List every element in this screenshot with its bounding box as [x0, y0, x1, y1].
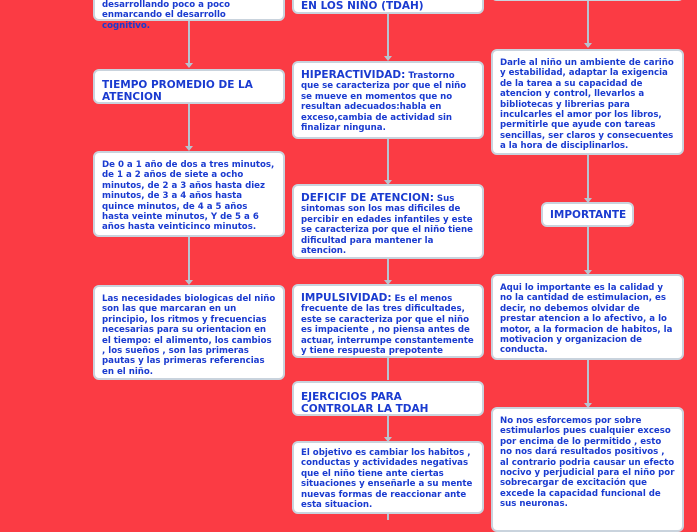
node-text: El objetivo es cambiar los habitos , conductas y actividades negativas que el niño tiene ante ciertas situaciones y enseñarle a su mente nuevas formas de reaccionar ante esta situacion.: [301, 448, 473, 511]
node-title: EN LOS NIÑO (TDAH): [301, 0, 424, 12]
connector-line: [188, 20, 190, 66]
connector-line: [387, 514, 389, 520]
node-ejercicios-title[interactable]: [292, 381, 484, 416]
node-importante-title[interactable]: [541, 202, 634, 227]
connector-line: [587, 360, 589, 406]
connector-arrow: [584, 43, 592, 48]
node-deficit-atencion[interactable]: [292, 184, 484, 259]
connector-line: [587, 155, 589, 201]
node-tdah-title[interactable]: [292, 0, 484, 14]
node-text: desarrollando poco a poco enmarcando el desarrollo cognitivo.: [102, 0, 231, 31]
node-title: IMPORTANTE: [550, 209, 627, 221]
node-top-right[interactable]: [491, 0, 684, 1]
node-hiperactividad[interactable]: [292, 61, 484, 139]
node-label: DEFICIF DE ATENCION:: [301, 192, 434, 204]
node-necesidades-biologicas[interactable]: [93, 285, 285, 380]
connector-arrow: [185, 63, 193, 68]
node-ejercicios-objetivo[interactable]: [292, 441, 484, 514]
connector-line: [188, 103, 190, 149]
node-ambiente-carino[interactable]: [491, 49, 684, 155]
node-text: No nos esforcemos por sobre estimularlos pues cualquier exceso por encima de lo permitido , esto no nos dará resultados positivos , al contrario podria causar un efecto nocivo y perjudicial para el niño por sobrecargar de excitación que excede la capacidad funcional de sus neuronas.: [500, 416, 675, 510]
node-label: IMPULSIVIDAD:: [301, 292, 392, 304]
node-text: Darle al niño un ambiente de cariño y estabilidad, adaptar la exigencia de la tarea a su capacidad de atencion y control, llevarlos a bibliotecas y librerias para inculcarles el amor por los libros, permitirle que ayude con tareas sencillas, ser claros y consecuentes a la hora de disciplinarlos.: [500, 58, 674, 152]
node-desarrollo-cognitivo[interactable]: [93, 0, 285, 31]
node-no-sobreestimular[interactable]: [491, 407, 684, 532]
connector-line: [387, 13, 389, 59]
connector-line: [387, 358, 389, 380]
node-calidad-estimulacion[interactable]: [491, 274, 684, 360]
node-text: Sus sintomas son los mas dificiles de percibir en edades infantiles y este se caracteriza por que el niño tiene dificultad para mantener la atencion.: [301, 194, 473, 257]
node-text: De 0 a 1 año de dos a tres minutos, de 1 a 2 años de siete a ocho minutos, de 2 a 3 años hasta diez minutos, de 3 a 4 años hasta quince minutos, de 4 a 5 años hasta veinte minutos, Y de 5 a 6 años hasta veinticinco minutos.: [102, 160, 275, 233]
connector-line: [387, 139, 389, 183]
node-title: EJERCICIOS PARA CONTROLAR LA TDAH: [301, 391, 429, 415]
node-title: TIEMPO PROMEDIO DE LA ATENCION: [102, 79, 253, 103]
node-text: Trastorno que se caracteriza por que el niño se mueve en momentos que no resultan adecuados:habla en exceso,cambia de actividad sin finalizar ninguna.: [301, 71, 467, 134]
connector-line: [587, 227, 589, 273]
connector-line: [587, 0, 589, 46]
node-text: Aqui lo importante es la calidad y no la cantidad de estimulacion, es decir, no debemos olvidar de prestar atencion a lo afectivo, a lo motor, a la formacion de habitos, la motivacion y organizacion de conducta.: [500, 283, 673, 356]
node-label: HIPERACTIVIDAD:: [301, 69, 406, 81]
node-tiempo-detalle[interactable]: [93, 151, 285, 237]
node-text: Es el menos frecuente de las tres dificultades, este se caracteriza por que el niño es impaciente , no piensa antes de actuar, interrumpe constantemente y tiene respuesta prepotente: [301, 294, 474, 357]
node-tiempo-promedio[interactable]: [93, 69, 285, 104]
node-impulsividad[interactable]: [292, 284, 484, 358]
connector-line: [188, 237, 190, 283]
node-text: Las necesidades biologicas del niño son las que marcaran en un principio, los ritmos y frecuencias necesarias para su orientacion en el tiempo: el alimento, los cambios , los sueños , son las primeras pautas y las primeras referencias en el niño.: [102, 294, 276, 377]
